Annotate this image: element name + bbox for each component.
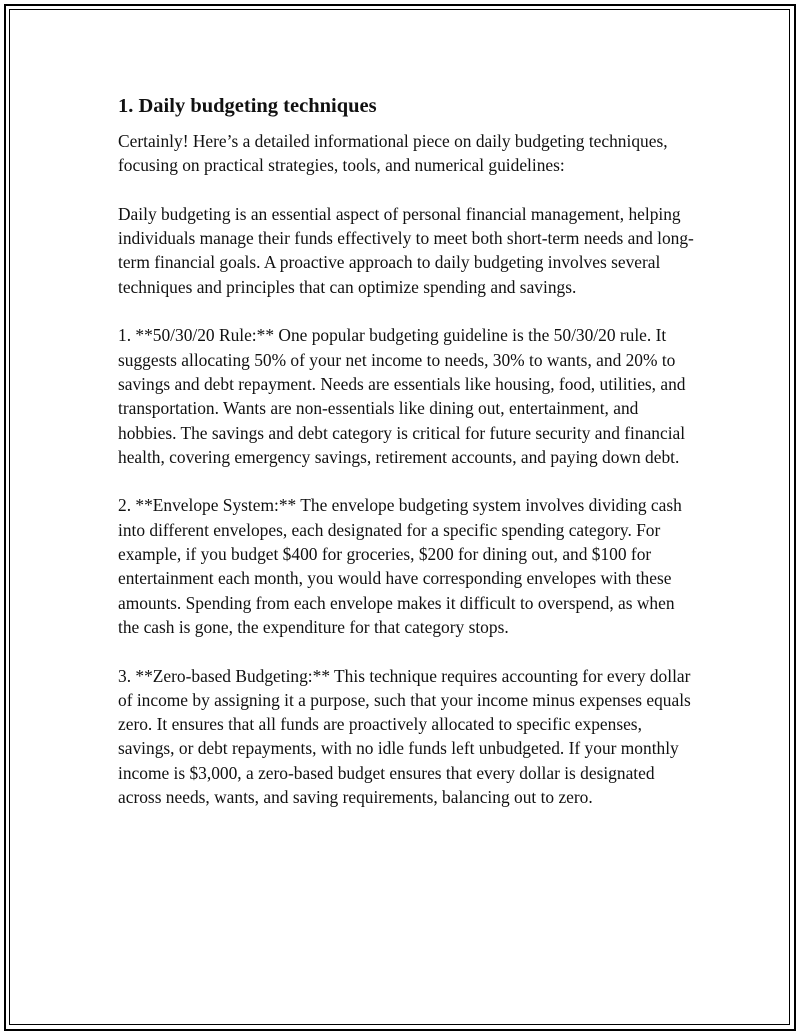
document-body [118, 93, 698, 834]
zero-based-budgeting-paragraph: 3. **Zero-based Budgeting:** This technique requires accounting for every dollar of income by assigning it a purpose, such that your income minus expenses equals zero. It ensures that all funds are proactively allocated to specific expenses, savings, or debt repayments, with no idle funds left unbudgeted. If your monthly income is $3,000, a zero-based budget ensures that every dollar is designated across needs, wants, and saving requirements, balancing out to zero. [118, 665, 691, 808]
overview-paragraph: Daily budgeting is an essential aspect of personal financial management, helping individuals manage their funds effectively to meet both short-term needs and long-term financial goals. A proactive approach to daily budgeting involves several techniques and principles that can optimize spending and savings. [118, 203, 694, 297]
rule-50-30-20-paragraph: 1. **50/30/20 Rule:** One popular budgeting guideline is the 50/30/20 rule. It suggests allocating 50% of your net income to needs, 30% to wants, and 20% to savings and debt repayment. Needs are essentials like housing, food, utilities, and transportation. Wants are non-essentials like dining out, entertainment, and hobbies. The savings and debt category is critical for future security and financial health, covering emergency savings, retirement accounts, and paying down debt. [118, 325, 686, 467]
intro-paragraph: Certainly! Here’s a detailed informational piece on daily budgeting techniques, focusing on practical strategies, tools, and numerical guidelines: [118, 131, 668, 176]
envelope-system-paragraph: 2. **Envelope System:** The envelope budgeting system involves dividing cash into different envelopes, each designated for a specific spending category. For example, if you budget $400 for groceries, $200 for dining out, and $100 for entertainment each month, you would have corresponding envelopes with these amounts. Spending from each envelope makes it difficult to overspend, as when the cash is gone, the expenditure for that category stops. [118, 495, 682, 637]
section-heading: 1. Daily budgeting techniques [118, 95, 377, 117]
